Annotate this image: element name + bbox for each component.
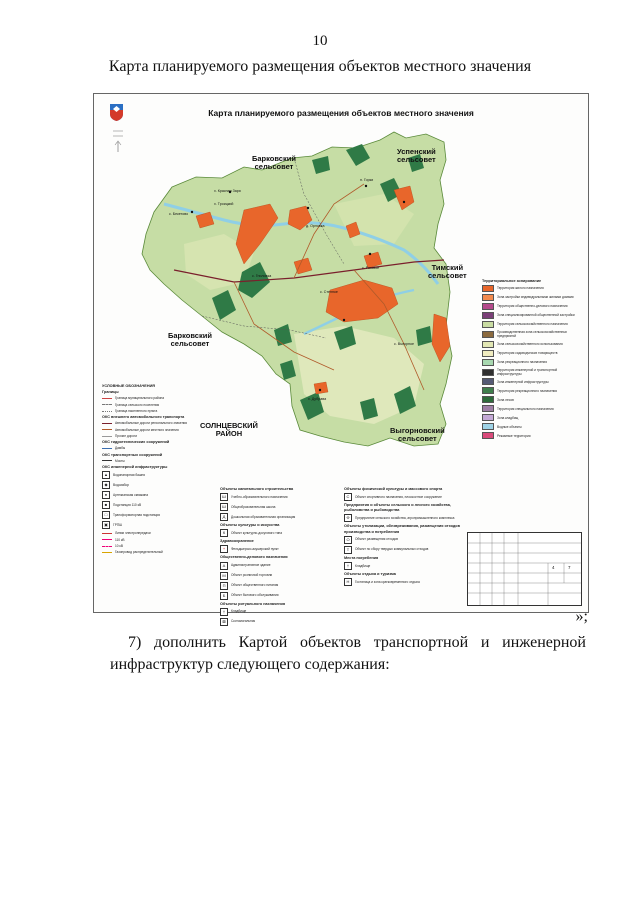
legend-zoning-item	[482, 341, 582, 348]
legend-swatch	[482, 294, 494, 301]
map-title: Карта планируемого размещения объектов местного значения	[208, 108, 474, 118]
water-tower-icon: ▲	[102, 471, 110, 479]
legend-zoning-label: Территория садоводческих товариществ	[497, 351, 558, 356]
transformer-icon: □	[102, 511, 110, 519]
legend-zoning-item	[482, 303, 582, 310]
school-icon: Ш	[220, 503, 228, 511]
legend-swatch	[482, 387, 494, 394]
legend-zoning-item	[482, 414, 582, 421]
legend-zoning-item	[482, 312, 582, 319]
legend-swatch	[482, 359, 494, 366]
legend-section: ОКС транспортных сооружений Мосты	[102, 452, 163, 463]
legend-zoning-item	[482, 359, 582, 366]
legend-zoning-label: Зона кладбищ	[497, 415, 519, 420]
sheet-total: 7	[568, 565, 571, 570]
legend-zoning	[482, 279, 582, 441]
village-label: с. Гниловка	[252, 274, 272, 278]
legend-left	[102, 384, 188, 557]
service-icon: Б	[220, 592, 228, 600]
legend-zoning-item	[482, 423, 582, 430]
legend-zoning-item	[482, 321, 582, 328]
village-label: с. Роговое	[362, 266, 380, 270]
substation-icon: ■	[102, 501, 110, 509]
legend-zoning-item	[482, 294, 582, 301]
legend-zoning-label: Территория рекреационного назначения	[497, 388, 558, 393]
legend-swatch	[482, 341, 494, 348]
legend-swatch	[482, 405, 494, 412]
legend-section: Границы Граница муниципального района Граница сельского поселения Граница населенного пункта	[102, 390, 165, 413]
legend-zoning-item	[482, 368, 582, 377]
legend-section: ОКС внешнего автомобильного транспорта Автомобильные дороги регионального значения Автомобильные дороги местного значения Прочие дороги	[102, 415, 187, 438]
legend-zoning-label: Территория сельскохозяйственного назначения	[497, 322, 568, 327]
legend-zoning-item	[482, 330, 582, 339]
legend-swatch	[482, 321, 494, 328]
district-label-timsky: Тимский сельсовет	[428, 263, 467, 281]
district-label-solntsevsky: СОЛНЦЕВСКИЙ РАЙОН	[200, 421, 258, 439]
legend-zoning-item	[482, 405, 582, 412]
legend-middle-2: Объекты физической культуры и массового спорта С Объект спортивного назначения, плоскостное сооружение Предприятия и объекты сельского и лесного хозяйства, рыболовства и рыбоводства Ф Предприятие сельского хозяйства, агропромышленного комплекса Объекты утилизации, обезвреживания, размещения отходов производства и потребления О Объект размещения отходов Т Объект по сбору твердых коммунальных отходов Места погребения † Кладбище Объекты отдыха и туризма Н Гостиница и зона кратковременного отдыха	[344, 487, 460, 584]
legend-zoning-label: Территория инженерной и транспортной инфраструктуры	[497, 367, 558, 377]
village-label: с. Выгорное	[394, 342, 414, 346]
closing-quote: »;	[575, 608, 588, 625]
legend-swatch	[482, 369, 494, 376]
legend-swatch	[482, 378, 494, 385]
legend-zoning-label: Зона лесов	[497, 397, 514, 402]
kindergarten-icon: Д	[220, 513, 228, 521]
water-intake-icon: ◆	[102, 481, 110, 489]
sport-icon: С	[344, 493, 352, 501]
village-label: х. Троицкий	[214, 202, 234, 206]
district-label-barkovsky-west: Барковский сельсовет	[168, 331, 212, 349]
legend-zoning-item	[482, 285, 582, 292]
legend-middle-1: Объекты капитального строительства Ш Учебно-образовательного назначения Ш Общеобразовательная школа Д Дошкольная образовательная организация Объекты культуры и искусства К Объект культурно-досугового типа Здравоохранение + Фельдшерско-акушерский пункт Общественно-делового назначения А Административное здание М Объект розничной торговли П Объект общественного питания Б Объект бытового обслуживания Объекты ритуального назначения † Кладбище ⊠ Скотомогильник	[220, 487, 296, 624]
legend-swatch	[482, 312, 494, 319]
medical-icon: +	[220, 545, 228, 553]
gas-regulator-icon: ▣	[102, 521, 110, 529]
legend-swatch	[482, 285, 494, 292]
cemetery-icon: †	[220, 608, 228, 616]
education-icon: Ш	[220, 493, 228, 501]
village-label: д. Орловка	[306, 224, 325, 228]
legend-section: ОКС инженерной инфраструктуры ▲ Водонапорная башня ◆ Водозабор ● Артезианская скважина ■ Подстанция 110 кВ □ Трансформаторная подстанция ▣ ГРПШ Линии электропередачи 110 кВ 10 кВ Газопровод распределительный	[102, 465, 168, 555]
waste-collection-icon: Т	[344, 546, 352, 554]
village-label: п. Горки	[360, 178, 374, 182]
legend-zoning-label: Зона специализированной общественной застройки	[497, 313, 575, 318]
sheet-number: 4	[552, 565, 555, 570]
document-heading: Карта планируемого размещения объектов местного значения	[108, 58, 532, 75]
legend-zoning-item	[482, 396, 582, 403]
legend-section: ОКС гидротехнических сооружений Дамбы	[102, 440, 170, 451]
legend-zoning-item	[482, 378, 582, 385]
legend-zoning-label: Территория специального назначения	[497, 406, 554, 411]
legend-zoning-label: Территория жилого назначения	[497, 286, 544, 291]
legend-swatch	[482, 432, 494, 439]
legend-swatch	[482, 350, 494, 357]
legend-zoning-label: Режимные территории	[497, 433, 531, 438]
village-label: х. Дубрава	[308, 397, 327, 401]
legend-zoning-label: Зона застройки индивидуальными жилыми домами	[497, 295, 574, 300]
legend-zoning-item	[482, 350, 582, 357]
village-label: с. Бекетово	[169, 212, 189, 216]
legend-zoning-item	[482, 387, 582, 394]
legend-swatch	[482, 331, 494, 338]
legend-zoning-title: Территориальное зонирование	[482, 279, 542, 283]
title-block	[467, 532, 582, 606]
shop-icon: М	[220, 572, 228, 580]
district-label-barkovsky-north: Барковский сельсовет	[252, 154, 296, 172]
well-icon: ●	[102, 491, 110, 499]
waste-site-icon: О	[344, 536, 352, 544]
legend-zoning-item	[482, 432, 582, 439]
burial-ground-icon: ⊠	[220, 618, 228, 626]
farm-icon: Ф	[344, 514, 352, 522]
legend-swatch	[482, 414, 494, 421]
body-paragraph: 7) дополнить Картой объектов транспортной и инженерной инфраструктур следующего содержания:	[110, 634, 586, 673]
village-label: х. Красная Заря	[214, 189, 241, 193]
legend-swatch	[482, 396, 494, 403]
hotel-icon: Н	[344, 578, 352, 586]
district-label-uspensky: Успенский сельсовет	[397, 147, 436, 165]
culture-icon: К	[220, 529, 228, 537]
legend-zoning-label: Зона инженерной инфраструктуры	[497, 379, 549, 384]
page-number: 10	[312, 33, 328, 49]
admin-icon: А	[220, 562, 228, 570]
burial-icon: †	[344, 562, 352, 570]
planning-map	[93, 93, 589, 624]
legend-zoning-label: Производственная зона сельскохозяйственных предприятий	[497, 330, 567, 339]
district-label-vygornovsky: Выгорновский сельсовет	[390, 426, 445, 444]
legend-zoning-label: Территория общественно-делового назначения	[497, 304, 568, 309]
legend-zoning-label: Зона сельскохозяйственного использования	[497, 342, 563, 347]
village-label: с. Степное	[320, 290, 338, 294]
cafe-icon: П	[220, 582, 228, 590]
legend-swatch	[482, 303, 494, 310]
legend-zoning-label: Водные объекты	[497, 424, 522, 429]
legend-title: УСЛОВНЫЕ ОБОЗНАЧЕНИЯ	[102, 384, 156, 388]
legend-swatch	[482, 423, 494, 430]
legend-zoning-label: Зона рекреационного назначения	[497, 360, 547, 365]
